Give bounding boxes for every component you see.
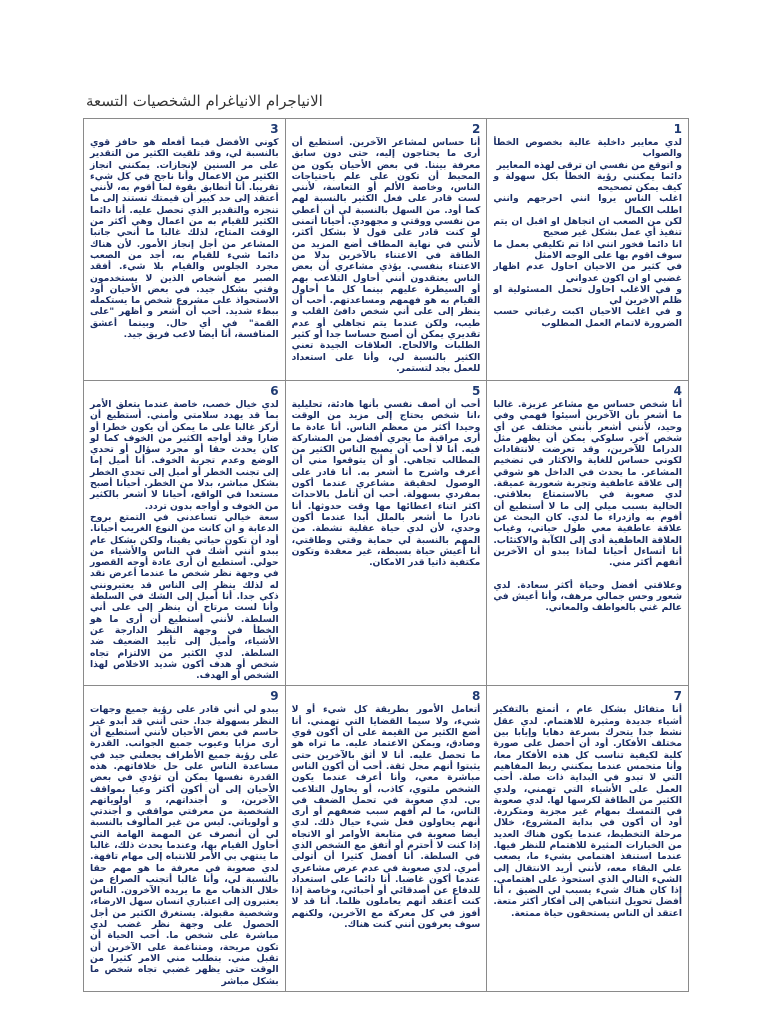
cell-8 bbox=[285, 686, 487, 991]
cell-number: 6 bbox=[270, 384, 279, 398]
cell-text: يبدو لي أني قادر على رؤية جميع وجهات النظر بسهولة جدا. حتى أنني قد أبدو غير حاسم في بعض الأحيان لأنني أستطيع أن أرى مزايا وعيوب جميع الجوانب. القدرة على رؤية جميع الأطراف يجعلني جيد في مساعدة الناس على حل خلافاتهم. هذه القدرة نفسها يمكن أن تؤدي في بعض الأحيان إلى أن أكون أكثر وعيا بمواقف الآخرين، و أجنداتهم، و أولوياتهم الشخصية من معرفتي مواقفي و أجندتي و أولوياتي. ليس من غير المألوف بالنسبة لي أن أنصرف عن المهمة الهامة التي أحاول القيام بها، وعندما يحدث ذلك، غالبا ما ينتهي بي الأمر للانتباه إلى مهام تافهة. لدي صعوبة في معرفة ما هو مهم حقا بالنسبة لي، وأنا غالبا أتجنب الصراع من خلال الذهاب مع ما يريده الآخرون. الناس يعتبرون إلى اعتباري انسان سهل الارضاء، وشخصية مقبولة. يستغرق الكثير من أجل الحصول على وجهة نظر غضب لدي مباشرة على شخص ما. أحب الحياة أن تكون مريحة، ومتناغمة على الآخرين أن تقبل مني. بتطلب مني الامر كثيرا من الوقت حتى يظهر غضبي تجاه شخص ما بشكل مباشر bbox=[90, 704, 279, 987]
cell-number: 7 bbox=[673, 689, 682, 704]
cell-text: أنا شخص حساس مع مشاعر عزيزة. غالبا ما أشعر بأن الآخرين أسيئوا فهمي وفي وحيد، لأنني أشعر بأنني مختلف عن أي شخص آخر. سلوكي يمكن أن يظهر مثل الدراما للآخرين، وقد تعرضت لانتقادات لكوني حساس للغاية والاكثار في تضخيم المشاعر. ما يحدث في الداخل هو شوقي إلى علاقة عاطفية وتجربة شعورية عميقة. لدي صعوبة في بالاستمتاع بعلاقتي. الحالية بسبب ميلي إلى ما لا أستطيع أن أفوم به وازدراء ما لدي. كان البحث عن علاقة عاطفية معي طول حياتي، وغياب العلاقة العاطفية أدى إلى الكآبة والاكتئاب. أنا أتساءل أحيانا لماذا يبدو أن الآخرين أتفهم أكثر مني. وعلاقتي أفضل وحياة أكثر سعادة. لدي شعور وحس جمالي مرهف، وأنا أعيش في عالم غني بالعواطف والمعاني. bbox=[493, 399, 682, 614]
cell-4 bbox=[487, 381, 689, 686]
cell-text: لدي معايير داخلية عالية بخصوص الخطأ والصواب و اتوقع من نفسي ان ترقى لهذه المعايير دائما يمكنني رؤية الخطأ بكل سهولة و كيف يمكن تصحيحه اغلب الناس يروا انني احرجهم وانني اطلب الكمال لكن من الصعب ان اتجاهل او اقبل ان يتم تنفيذ أي عمل بشكل غير صحيح انا دائما فخور انني اذا تم تكليفي بعمل ما سوف اقوم بها على الوجه الامثل في كثير من الاحيان احاول عدم اظهار غضبي او ان اكون عدواني و في الاغلب احاول تحمل المسئولية او ظلم الاخرين لي و في اغلب الاحيان اكبت رغباتي حسب الضرورة لاتمام العمل المطلوب bbox=[493, 137, 682, 329]
cell-6 bbox=[84, 381, 286, 686]
cell-text: أنا حساس لمشاعر الآخرين. أستطيع أن أرى ما يحتاجون إليه، حتى دون سابق معرفة بيننا. في بعض الأحيان يكون من المحبط أن تكون على علم باحتياجات الناس، وخاصة الألم أو التعاسة، لأنني لست قادر على فعل الكثير بالنسبة لهم كما أود. من السهل بالنسبة لي أن أعطي من نفسي ووقتي و مجهودي. أحيانا أتمنى لو كنت قادر على قول لا بشكل أكثر، لأنني في نهاية المطاف أضع المزيد من الطاقة في الاعتناء بالآخرين بدلا من الاعتناء بنفسي. يؤذي مشاعري أن بعض الناس يعتقدون أنني أحاول التلاعب بهم أو السيطرة عليهم بينما كل ما أحاول القيام به هو فهمهم ومساعدتهم. أحب أن ينظر إلى على أني شخص دافئ القلب و طيب، ولكن عندما يتم تجاهلي أو عدم تقديري يمكن أن أصبح حساسا جدا أو كثير الطلبات والالحاح. العلاقات الجيدة تعني الكثير بالنسبة لي، وأنا على استعداد للعمل بجد لتستمر. bbox=[291, 137, 481, 374]
cell-text: أنا متفائل بشكل عام ، أتمتع بالتفكير أشياء جديدة ومثيرة للاهتمام. لدي عقل نشط جدا يتحرك بسرعة دهايا وإيابا بين مختلف الأفكار. أود أن أحصل على صورة كلية لكيفية تناسب كل هذه الأفكار معا، وأنا متحمس عندما يمكنني ربط المفاهيم التي لا تبدو في البداية ذات صلة. أحب العمل على الأشياء التي تهمني، ولدي الكثير من الطاقة لكرسها لها. لدي صعوبة في التمسك بمهام غير مجزية ومتكررة. أود أن أكون في بداية المشروع، خلال مرحلة التخطيط، عندما يكون هناك العديد من الخيارات المثيرة للاهتمام للنظر فيها. عندما استنفذ اهتمامي بشيء ما، يصعب علي البقاء معه، لأنني أريد الانتقال إلى الشيء التالي الذي استحوذ على اهتمامي. إذا كان هناك شيء يسبب لي الضيق ، أنا أفضل تحويل انتباهي إلى أفكار أكثر متعة. اعتقد أن الناس يستحقون حياة ممتعة. bbox=[493, 704, 682, 919]
cell-number: 3 bbox=[270, 122, 279, 136]
cell-3 bbox=[84, 119, 286, 381]
cell-9 bbox=[84, 686, 286, 991]
cell-text: كوني الأفضل فيما أفعله هو حافز قوي بالنسبة لي، وقد تلقيت الكثير من التقدير على مر السنين لإنجازات. يمكنني انجاز الكثير من الاعمال وأنا ناجح في كل شيء تقريبا. أنا أتطابق بقوة لما أقوم به، لأنني أعتقد إلى حد كبير أن قيمتك تستند إلى ما تنجزه والتقدير الذي تحصل عليه. أنا دائما الكثير للقيام به من اعمال وهي أكثر من الوقت المتاح، لذلك غالبا ما أنحي جانبا المشاعر من أجل إنجاز الأمور. لأن هناك دائما شيء للقيام به، أجد من الصعب مجرد الجلوس والقيام بلا شيء. أفقد الصبر مع أشخاص الذين لا يستخدمون وقتي بشكل جيد. في بعض الأحيان أود الاستحواذ على مشروع شخص ما يستكمله ببطء شديد. أحب أن أشعر و أظهر "على القمة" في أي حال. وبينما أعشق المنافسة، أنا أيضا لاعب فريق جيد. bbox=[90, 137, 279, 341]
cell-number: 1 bbox=[673, 122, 682, 136]
cell-text: أحب أن أصف نفسي بأنها هادئة، تحليلية ،انا شخص يحتاج إلى مزيد من الوقت وحيدا أكثر من معظم الناس. أنا عادة ما أرى مراقبة ما يجري أفضل من المشاركة فيه. أنا لا أحب أن يصبح الناس الكثير من المطالب تجاهي. أو أن يتوقعوا مني أن أعرف واشرح ما أشعر به. أنا قادر على الوصول لحقيقة مشاعري عندما أكون بمفردي بسهولة. أحب أن أتأمل بالاحداث اكثر اتناء اعطائها مها وقت حدوثها. أنا نادرا ما أشعر بالملل أبدا عندما أكون وحدي، لأن لدي حياة عقلية نشطة. من المهم بالنسبة لي حماية وقتي وطاقتي، أنا أعيش حياة بسيطة، غير معقدة وتكون مكتفية ذاتيا قدر الامكان. bbox=[291, 399, 481, 569]
cell-number: 9 bbox=[270, 689, 279, 704]
cell-text: أتعامل الأمور بطريقة كل شيء أو لا شيء، ولا سيما القضايا التي تهمني. أنا أضع الكثير من القيمة على أن أكون قوي وصادق، ويمكن الاعتماد عليه. ما تراه هو ما تحصل عليه. أنا لا أثق بالآخرين حتى يثبتوا أنهم محل ثقة. أحب أن أكون الناس مباشرة معي، وأنا أعرف عندما يكون الشخص ملتوي، كاذب، أو يحاول التلاعب بي. لدي صعوبة في تحمل الضعف في الناس، ما لم أفهم سبب ضعفهم أو أرى أنهم يحاولون فعل شيء حيال ذلك. لدي أيضا صعوبة في متابعة الأوامر أو الاتجاه إذا كنت لا أحترم أو أتفق مع الشخص الذي في السلطة. أنا أفضل كثيرا أن أتولى أمري. لدي صعوبة في عدم عرض مشاعري عندما أكون غاضبا. أنا دائما على استعداد للدفاع عن أصدقائي أو أحبائي، وخاصة إذا كنت أعتقد أنهم يعاملون ظلما. أنا قد لا أفوز في كل معركة مع الآخرين، ولكنهم سوف يعرفون أنني كنت هناك. bbox=[291, 704, 481, 931]
cell-number: 5 bbox=[471, 384, 481, 398]
cell-5 bbox=[285, 381, 487, 686]
cell-number: 4 bbox=[673, 384, 682, 398]
cell-text: لدي خيال خصب، خاصة عندما يتعلق الأمر بما قد يهدد سلامتي وأمني. أستطيع أن أركز غالبا على ما يمكن أن يكون خطرا أو ضارا وقد أواجه الكثير من الخوف كما لو كان يحدث حقا أو مجرد سؤال أو تحدي الوضع وعدم تجربة الخوف. أنا أميل إما إلى تجنب الخطر أو أميل إلى تحدي الخطر بشكل مباشر، بدلا من الخطر. أحيانا أصبح مستعدا في الواقع، أحيانا لا أشعر بالكثير من الخوف و أواجه بدون تردد. سعة خيالي تساعدني في التمتع بروح الدعابة و ان كانت من النوع الغريب أحيانا. أود أن تكون حياتي يقينا، ولكن بشكل عام يبدو أنني أشك في الناس والأشياء من حولي. أستطيع أن أرى عادة أوجه القصور في وجهة نظر شخص ما عندما أعرض نقد له لذلك ينظر إلى الناس قد يعتبرونني ذكي جدا. أنا أميل إلى الشك في السلطة وأنا لست مرتاح أن ينظر إلى على أني السلطة. لأنني أستطيع أن أرى ما هو الخطأ في وجهة النظر الدارجة عن الأشياء، وأميل إلى تأييد الضعيف ضد السلطة. لدي الكثير من الالتزام تجاه شخص أو هدف أكون شديد الاخلاص لهذا الشخص أو الهدف. bbox=[90, 399, 279, 682]
cell-number: 8 bbox=[471, 689, 481, 704]
page-title: الانياجرام الانياغرام الشخصيات التسعة bbox=[86, 92, 323, 110]
enneagram-grid bbox=[83, 118, 689, 992]
cell-7 bbox=[487, 686, 689, 991]
cell-number: 2 bbox=[471, 122, 481, 136]
cell-2 bbox=[285, 119, 487, 381]
cell-1 bbox=[487, 119, 689, 381]
